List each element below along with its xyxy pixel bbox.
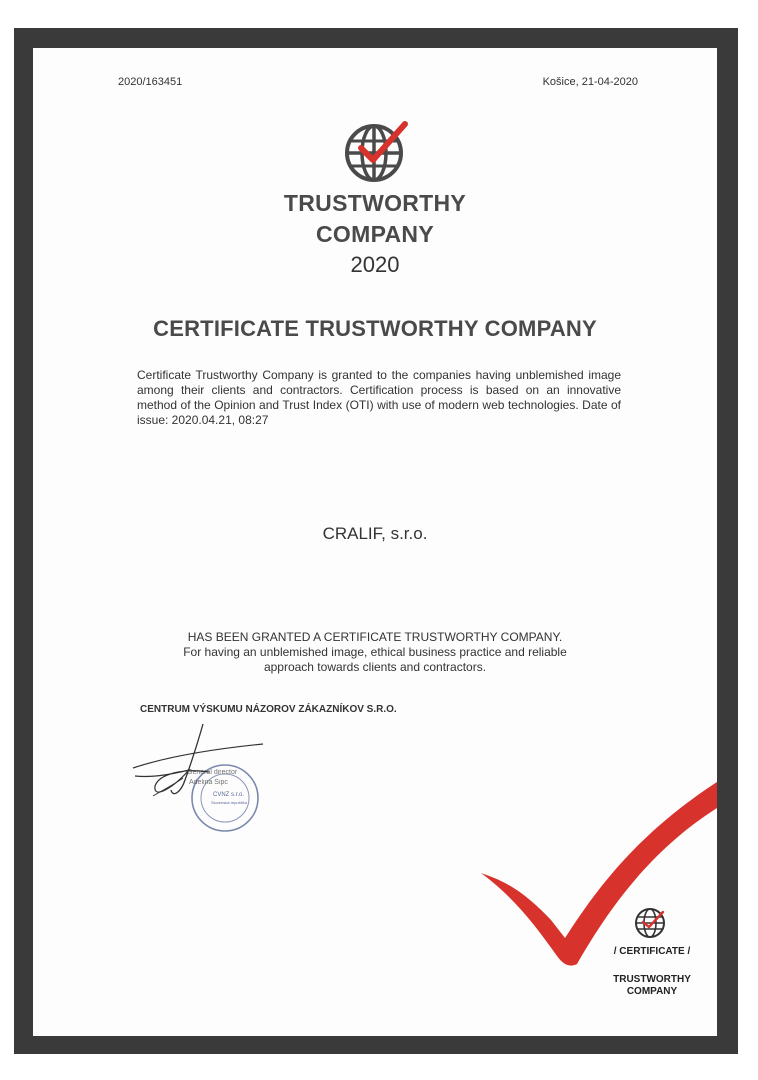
document-number: 2020/163451 <box>118 76 183 88</box>
svg-text:CVNZ s.r.o.: CVNZ s.r.o. <box>213 792 245 798</box>
certificate-page <box>33 48 717 1036</box>
red-checkmark-icon <box>481 768 717 968</box>
svg-text:General director: General director <box>187 769 238 776</box>
logo-title-line2: COMPANY <box>316 221 434 247</box>
logo-title-line1: TRUSTWORTHY <box>283 190 467 216</box>
granted-statement <box>33 630 717 675</box>
granted-line-3: approach towards clients and contractors. <box>263 660 487 674</box>
logo-year: 2020 <box>350 252 400 277</box>
globe-icon <box>633 906 667 940</box>
badge-brand <box>599 974 705 998</box>
company-name: CRALIF, s.r.o. <box>322 524 428 543</box>
granted-line-2: For having an unblemished image, ethical business practice and reliable <box>183 645 567 659</box>
certificate-description: Certificate Trustworthy Company is granted to the companies having unblemished image among their clients and contractors. Certification process is based on an innovative method of the Opinion and Trust Index (OTI) with use of modern web technologies. Date of issue: 2020.04.21, 08:27 <box>137 368 621 427</box>
certificate-title: CERTIFICATE TRUSTWORTHY COMPANY <box>153 316 597 341</box>
place-date: Košice, 21-04-2020 <box>542 76 638 88</box>
granted-line-1: HAS BEEN GRANTED A CERTIFICATE TRUSTWORTHY COMPANY. <box>187 630 563 644</box>
issuer-name: CENTRUM VÝSKUMU NÁZOROV ZÁKAZNÍKOV S.R.O. <box>140 704 397 715</box>
badge-brand-line1: TRUSTWORTHY <box>613 974 691 985</box>
signature-stamp <box>113 718 313 848</box>
svg-text:Adelina Sipc: Adelina Sipc <box>189 779 228 786</box>
globe-checkmark-icon <box>339 116 409 186</box>
badge-brand-line2: COMPANY <box>626 986 678 997</box>
badge-certificate-label: / CERTIFICATE / <box>613 946 691 957</box>
svg-text:Slovenská republika: Slovenská republika <box>211 800 247 805</box>
